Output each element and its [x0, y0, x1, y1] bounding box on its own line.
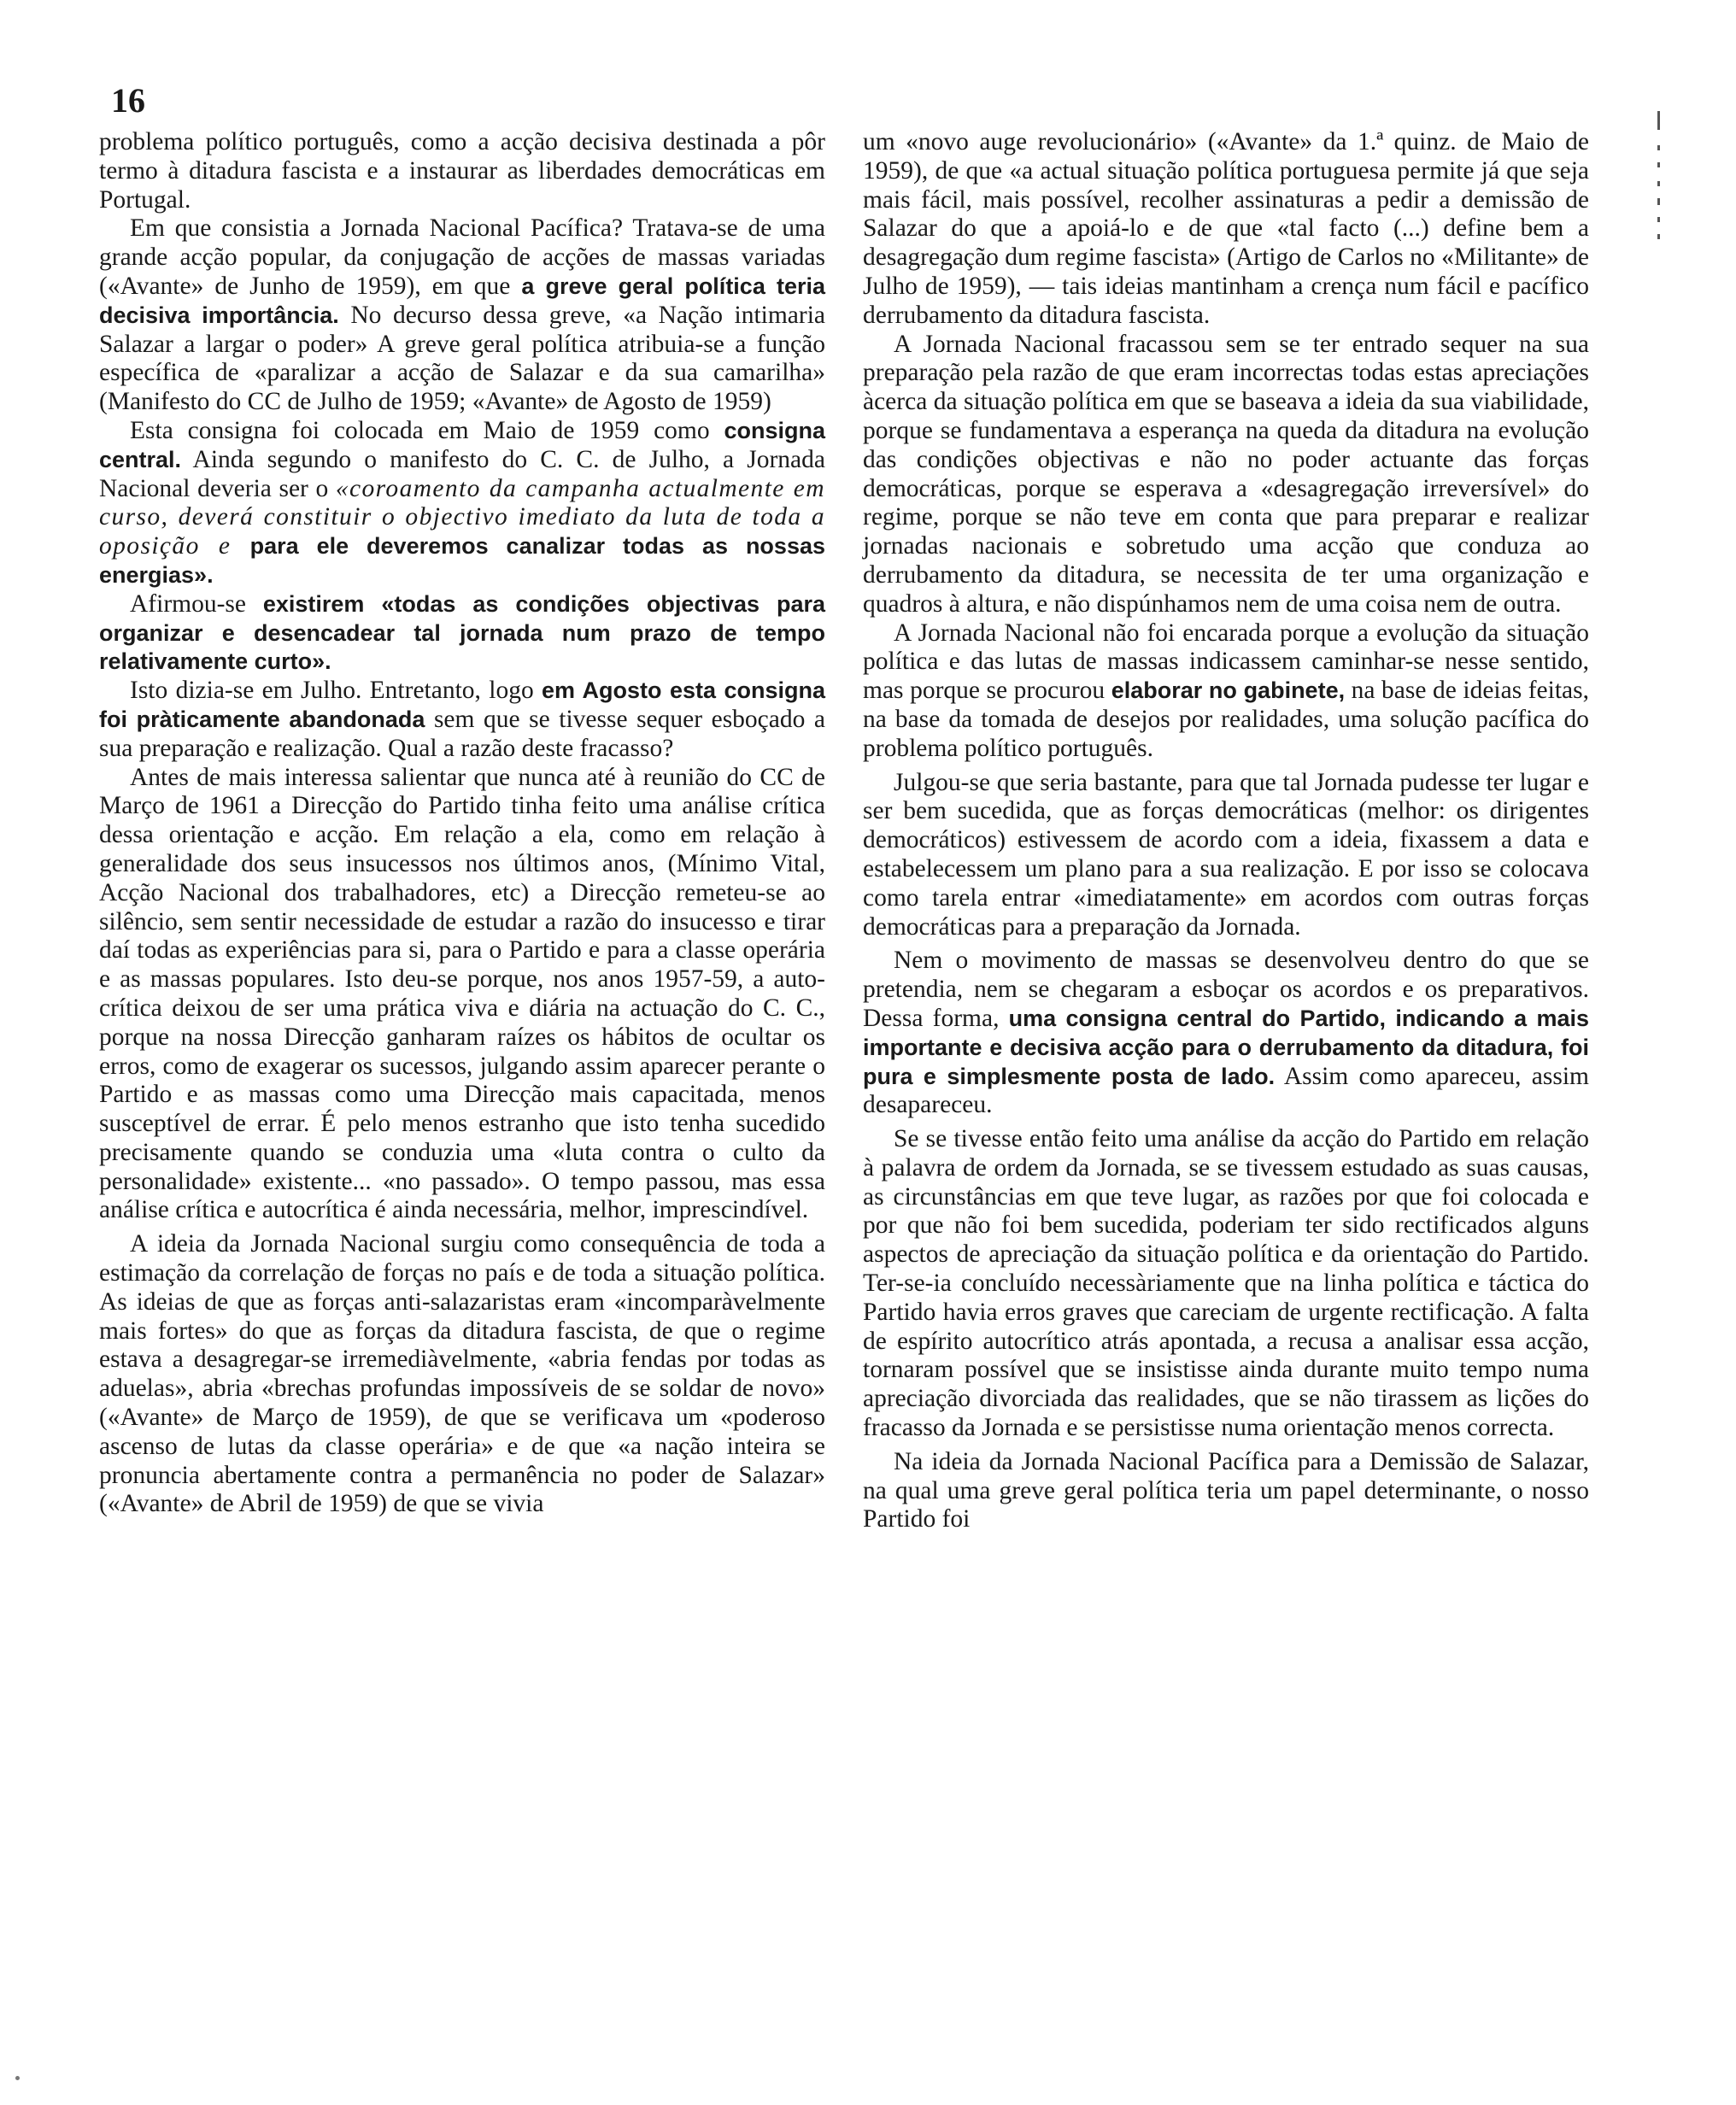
paragraph: Nem o movimento de massas se desenvolveu dentro do que se pretendia, nem se chegaram a esboçar os acordos e os preparativos. Dessa forma, uma consigna central do Partido, indicando a mais importante e decisiva acção para o derrubamento da ditadura, foi pura e simplesmente posta de lado. Assim como apareceu, assim desapareceu. — [863, 947, 1590, 1119]
bold-emphasis: existirem «todas as condições objectivas para organizar e desencadear tal jornada num prazo de tempo relativamente curto». — [99, 590, 825, 675]
scan-margin-marks — [1657, 103, 1664, 273]
bold-emphasis: elaborar no gabinete, — [1111, 677, 1346, 704]
page-number: 16 — [111, 81, 145, 120]
left-column — [99, 128, 825, 1519]
paragraph: A Jornada Nacional não foi encarada porque a evolução da situação política e das lutas de massas indicassem caminhar-se nesse sentido, mas porque se procurou elaborar no gabinete, na base de ideias feitas, na base da tomada de desejos por realidades, uma solução pacífica do problema político português. — [863, 619, 1589, 762]
paragraph: Esta consigna foi colocada em Maio de 1959 como consigna central. Ainda segundo o manifesto do C. C. de Julho, a Jornada Nacional deveria ser o «coroamento da campanha actualmente em curso, deverá constituir o objectivo imediato da luta de toda a oposição e para ele deveremos canalizar todas as nossas energias». — [99, 416, 825, 588]
bold-emphasis: para ele deveremos canalizar todas as nossas energias». — [99, 533, 825, 588]
paragraph: Isto dizia-se em Julho. Entretanto, logo em Agosto esta consigna foi pràticamente abandonada sem que se tivesse sequer esboçado a sua preparação e realização. Qual a razão deste fracasso? — [99, 677, 825, 762]
paragraph: Afirmou-se existirem «todas as condições objectivas para organizar e desencadear tal jornada num prazo de tempo relativamente curto». — [99, 589, 825, 675]
paragraph: A ideia da Jornada Nacional surgiu como consequência de toda a estimação da correlação de forças no país e de toda a situação política. As ideias de que as forças anti-salazaristas eram «incomparàvelmente mais fortes» do que as forças da ditadura fascista, de que o regime estava a desagregar-se irremediàvelmente, «abria fendas por todas as aduelas», abria «brechas profundas impossíveis de se soldar de novo» («Avante» de Março de 1959), de que se verificava um «poderoso ascenso de lutas da classe operária» e de que «a nação inteira se pronuncia abertamente contra a permanência no poder de Salazar» («Avante» de Abril de 1959) de que se vivia — [99, 1230, 825, 1518]
bold-emphasis: a greve geral política teria decisiva importância. — [99, 273, 825, 328]
scan-dot — [15, 2076, 20, 2080]
paragraph: Julgou-se que seria bastante, para que tal Jornada pudesse ter lugar e ser bem sucedida, que as forças democráticas (melhor: os dirigentes democráticos) estivessem de acordo com a ideia, fixassem a data e estabelecessem um plano para a sua realização. E por isso se colocava como tarela entrar «imediatamente» em acordos com outras forças democráticas para a preparação da Jornada. — [863, 768, 1589, 941]
bold-emphasis: consigna central. — [99, 417, 825, 472]
right-column — [863, 128, 1589, 1534]
paragraph: A Jornada Nacional fracassou sem se ter entrado sequer na sua preparação pela razão de que eram incorrectas todas estas apreciações àcerca da situação política em que se baseava a ideia da sua viabilidade, porque se fundamentava a esperança na queda da ditadura na evolução das condições objectivas e não no poder actuante das forças democráticas, porque se esperava a «desagregação irreversível» do regime, porque se não teve em conta que para preparar e realizar jornadas nacionais e sobretudo uma acção que conduza ao derrubamento da ditadura, se necessita de ter uma organização e quadros à altura, e não dispúnhamos nem de uma coisa nem de outra. — [863, 330, 1589, 618]
bold-emphasis: uma consigna central do Partido, indicando a mais importante e decisiva acção para o derrubamento da ditadura, foi pura e simplesmente posta de lado. — [863, 1005, 1590, 1089]
paragraph: Na ideia da Jornada Nacional Pacífica para a Demissão de Salazar, na qual uma greve geral política teria um papel determinante, o nosso Partido foi — [863, 1447, 1589, 1533]
quote: «coroamento da campanha actualmente em curso, deverá constituir o objectivo imediato da luta de toda a oposição e — [99, 474, 825, 560]
paragraph: problema político português, como a acção decisiva destinada a pôr termo à ditadura fascista e a instaurar as liberdades democráticas em Portugal. — [99, 128, 825, 214]
paragraph: Antes de mais interessa salientar que nunca até à reunião do CC de Março de 1961 a Direcção do Partido tinha feito uma análise crítica dessa orientação e acção. Em relação a ela, como em relação à generalidade dos seus insucessos nos últimos anos, (Mínimo Vital, Acção Nacional dos trabalhadores, etc) a Direcção remeteu-se ao silêncio, sem sentir necessidade de estudar a razão do insucesso e tirar daí todas as experiências para si, para o Partido e para a classe operária e as massas populares. Isto deu-se porque, nos anos 1957-59, a auto-crítica deixou de ser uma prática viva e diária na actuação do C. C., porque na nossa Direcção ganharam raízes os hábitos de ocultar os erros, como de exagerar os sucessos, julgando assim aparecer perante o Partido e as massas como uma Direcção mais capacitada, menos susceptível de errar. É pelo menos estranho que isto tenha sucedido precisamente quando se conduzia uma «luta contra o culto da personalidade» existente... «no passado». O tempo passou, mas essa análise crítica e autocrítica é ainda necessária, melhor, imprescindível. — [99, 763, 825, 1224]
paragraph: Se se tivesse então feito uma análise da acção do Partido em relação à palavra de ordem da Jornada, se se tivessem estudado as suas causas, as circunstâncias em que teve lugar, as razões por que foi colocada e por que não foi bem sucedida, poderiam ter sido rectificados alguns aspectos de apreciação da situação política e da orientação do Partido. Ter-se-ia concluído necessàriamente que na linha política e táctica do Partido havia erros graves que careciam de urgente rectificação. A falta de espírito autocrítico atrás apontada, a recusa a analisar essa acção, tornaram possível que se insistisse ainda durante muito tempo numa apreciação divorciada das realidades, que se não tirassem as lições do fracasso da Jornada e se persistisse numa orientação menos correcta. — [863, 1125, 1589, 1442]
paragraph: Em que consistia a Jornada Nacional Pacífica? Tratava-se de uma grande acção popular, da conjugação de acções de massas variadas («Avante» de Junho de 1959), em que a greve geral política teria decisiva importância. No decurso dessa greve, «a Nação intimaria Salazar a largar o poder» A greve geral política atribuia-se a função específica de «paralizar a acção de Salazar e da sua camarilha» (Manifesto do CC de Julho de 1959; «Avante» de Agosto de 1959) — [99, 214, 825, 416]
paragraph: um «novo auge revolucionário» («Avante» da 1.ª quinz. de Maio de 1959), de que «a actual situação política portuguesa permite já que seja mais fácil, mais possível, recolher assinaturas a pedir a demissão de Salazar do que a apoiá-lo e de que «tal facto (...) define bem a desagregação dum regime fascista» (Artigo de Carlos no «Militante» de Julho de 1959), — tais ideias mantinham a crença num fácil e pacífico derrubamento da ditadura fascista. — [863, 128, 1589, 329]
bold-emphasis: em Agosto esta consigna foi pràticamente abandonada — [99, 677, 825, 732]
